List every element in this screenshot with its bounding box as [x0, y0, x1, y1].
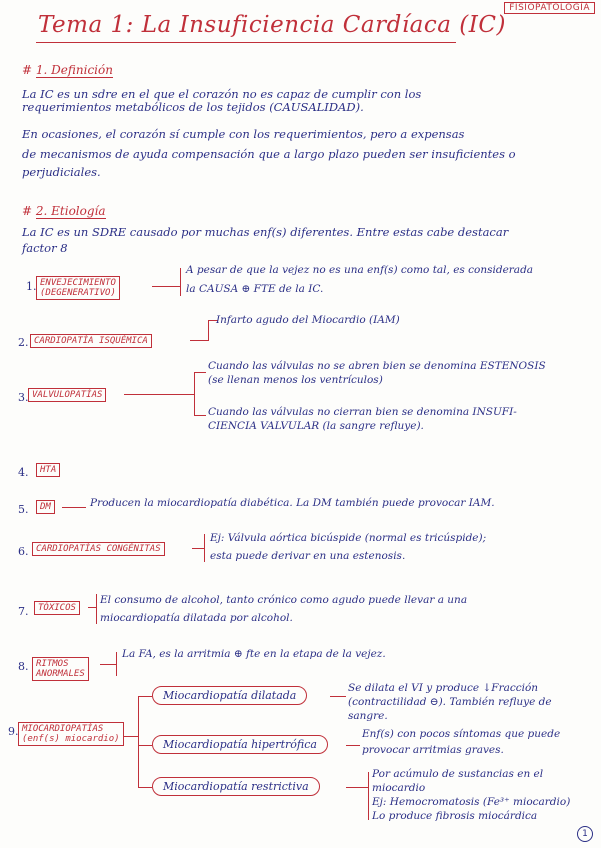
sub-note: Se dilata el VI y produce ↓Fracción — [348, 682, 539, 694]
item-number: 4. — [18, 466, 29, 479]
sub-note: (contractilidad ⊖). También refluye de — [348, 696, 552, 708]
item-number: 1. — [26, 280, 37, 293]
item-note: Infarto agudo del Miocardio (IAM) — [216, 314, 400, 326]
page-number: 1 — [577, 826, 593, 842]
sub-note: miocardio — [372, 782, 426, 794]
item-note: Ej: Válvula aórtica bicúspide (normal es tricúspide); — [210, 532, 487, 544]
page-title: Tema 1: La Insuficiencia Cardíaca (IC) — [38, 12, 506, 38]
item-note-insuficiencia: CIENCIA VALVULAR (la sangre refluye). — [208, 420, 424, 432]
item-number: 2. — [18, 336, 29, 349]
item-label-envejecimiento: ENVEJECIMIENTO (DEGENERATIVO) — [36, 276, 120, 300]
section1-heading: # 1. Definición — [22, 63, 113, 77]
sub-note: sangre. — [348, 710, 388, 722]
sub-note: Por acúmulo de sustancias en el — [372, 768, 544, 780]
item-label-miocardiopatias: MIOCARDIOPATÍAS (enf(s) miocardio) — [18, 722, 124, 746]
section2-heading: # 2. Etiología — [22, 204, 106, 218]
item-note: Producen la miocardiopatía diabética. La DM también puede provocar IAM. — [90, 497, 495, 509]
item-note-insuficiencia: Cuando las válvulas no cierran bien se denomina INSUFI- — [208, 406, 517, 418]
sub-note: Enf(s) con pocos síntomas que puede — [362, 728, 561, 740]
sub-miocardiopatia-hipertrofica: Miocardiopatía hipertrófica — [152, 735, 328, 754]
section1-line: La IC es un sdre en el que el corazón no es capaz de cumplir con los — [22, 87, 422, 101]
title-underline — [36, 42, 456, 43]
sub-miocardiopatia-restrictiva: Miocardiopatía restrictiva — [152, 777, 320, 796]
item-note: miocardiopatía dilatada por alcohol. — [100, 612, 293, 624]
section2-line: La IC es un SDRE causado por muchas enf(s) diferentes. Entre estas cabe destacar — [22, 225, 509, 239]
item-note-estenosis: (se llenan menos los ventrículos) — [208, 374, 383, 386]
section1-line: requerimientos metabólicos de los tejidos (CAUSALIDAD). — [22, 100, 364, 114]
subject-tag: FISIOPATOLOGÍA — [504, 2, 595, 14]
item-number: 9. — [8, 725, 19, 738]
item-label-ritmos-anormales: RITMOS ANORMALES — [32, 657, 89, 681]
item-number: 7. — [18, 605, 29, 618]
item-note: la CAUSA ⊕ FTE de la IC. — [186, 283, 324, 295]
item-label-dm: DM — [36, 500, 55, 514]
item-label-cardiopatias-congenitas: CARDIOPATÍAS CONGÉNITAS — [32, 542, 165, 556]
item-note-estenosis: Cuando las válvulas no se abren bien se denomina ESTENOSIS — [208, 360, 546, 372]
item-label-valvulopatias: VALVULOPATÍAS — [28, 388, 106, 402]
sub-note: Ej: Hemocromatosis (Fe³⁺ miocardio) — [372, 796, 571, 808]
item-number: 8. — [18, 660, 29, 673]
section1-line: perjudiciales. — [22, 165, 101, 179]
item-number: 5. — [18, 503, 29, 516]
item-note: La FA, es la arritmia ⊕ fte en la etapa de la vejez. — [122, 648, 386, 660]
item-note: El consumo de alcohol, tanto crónico como agudo puede llevar a una — [100, 594, 468, 606]
item-number: 3. — [18, 391, 29, 404]
section1-line: de mecanismos de ayuda compensación que a largo plazo pueden ser insuficientes o — [22, 147, 516, 161]
item-label-hta: HTA — [36, 463, 60, 477]
item-label-toxicos: TÓXICOS — [34, 601, 80, 615]
item-number: 6. — [18, 545, 29, 558]
section1-line: En ocasiones, el corazón sí cumple con los requerimientos, pero a expensas — [22, 127, 465, 141]
sub-miocardiopatia-dilatada: Miocardiopatía dilatada — [152, 686, 307, 705]
sub-note: provocar arritmias graves. — [362, 744, 504, 756]
section2-line: factor 8 — [22, 241, 68, 255]
sub-note: Lo produce fibrosis miocárdica — [372, 810, 538, 822]
item-note: esta puede derivar en una estenosis. — [210, 550, 406, 562]
item-label-cardiopatia-isquemica: CARDIOPATÍA ISQUÉMICA — [30, 334, 152, 348]
item-note: A pesar de que la vejez no es una enf(s) como tal, es considerada — [186, 264, 534, 276]
